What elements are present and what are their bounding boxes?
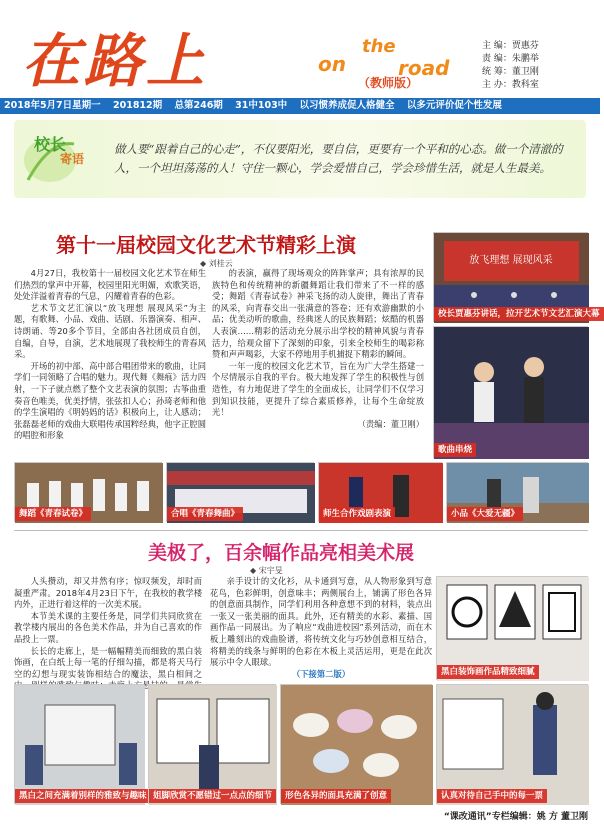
issue-number: 31中103中 — [235, 100, 288, 111]
edition-label: （教师版） — [358, 76, 419, 90]
article2-paragraph: 长长的走廊上，是一幅幅精美而细致的黑白装饰画，在白纸上每一笔的仔细勾描，都是将天马行空的幻想与现实装饰相结合的魔法，黑白相间之 悬 — [14, 645, 202, 691]
article1-paragraph: 的表演，赢得了现场观众的阵阵掌声；具有浓厚的民族特色和传统精神的新疆舞蹈让我们带来了不一样的感受；舞蹈《青春试卷》神采飞扬的动人旋律，舞出了青春的风采，向青春交出一张满意的答卷；还有欢游幽默的小品；优美动听的歌曲，经典迷人的民族舞蹈；炫酷的机器人表演……精彩的活动充分展示出学校的精神风貌与青春活力，给观众留下了深刻的印象，引来全校师生的喝彩称赞和声声喝彩，大家不停地用手机捕捉下精彩的瞬间。 — [212, 268, 424, 360]
principal-message-text: 做人要“跟着自己的心走”，不仅要阳光，要自信，更要有一个平和的心态。做一个清澈的人，一个坦坦荡荡的人！守住一颗心，学会爱惜自己，学会珍惜生活，就是人生最美。 — [114, 142, 563, 175]
photo-masks — [280, 684, 432, 804]
article2-paragraph: 亲手设计的文化衫，从卡通到写意，从人物形象到写意花鸟，色彩鲜明，创意味丰；两侧展台上，铺满了形色各异的创意面具制作，同学们利用各种意想不到的材料，装点出一张又一张美丽的面具。此外，还有精美的水彩、素描、国画作品一同展出。为了响应“戏曲进校园”系列活动，而在木板上雕刻出的戏曲脸谱，将传统文化与巧妙创意相互结合，将精美的线条与鲜明的色彩在木板上灵活运用，更是在此次展示中令人眼球。 — [210, 576, 432, 668]
photo-chorus — [166, 462, 314, 522]
vote-illustration — [437, 685, 589, 805]
slogan-1: 以习惯养成促人格健全 — [299, 100, 395, 111]
photo-caption: 舞蹈《青春试卷》 — [15, 507, 91, 521]
article2-author: 宋宇旻 — [258, 566, 283, 575]
issue-date: 2018年5月7日星期一 — [4, 100, 101, 111]
staff-responsible-editor: 责 编：朱鹏举 — [482, 54, 539, 64]
article2-column-1 — [14, 576, 202, 691]
masks-illustration — [281, 685, 433, 805]
slogan-2: 以多元评价促个性发展 — [406, 100, 502, 111]
staff-editor: 主 编：贾惠芬 — [482, 41, 539, 51]
date-bar — [0, 98, 600, 114]
photo-caption: 小品《大爱无疆》 — [447, 507, 523, 521]
article2-paragraph: 本节美术课的主要任务是，同学们共同欣赏在教学楼内展出的各色美术作品，并为自己喜欢的作品投上一票。 — [14, 610, 202, 644]
continue-link[interactable]: （下接第二版） — [291, 668, 351, 679]
article1-paragraph: 开场的初中部、高中部合唱团带来的歌曲，让同学们一同领略了合唱的魅力。现代舞《舞痕》活力四射，一下子就点燃了整个文艺表演的氛围；古筝曲重奏音色唯美，优美抒情，张弦扣人心；孙琦老师和他的学生演唱的《明妈妈的话》积极向上，让人感动；张磊磊老师的戏曲大联唱传承国粹经典，他字正腔圆的唱腔和形象 — [14, 360, 206, 441]
staff-coordinator: 统 筹：董卫刚 — [482, 67, 539, 77]
newspaper-title: 在路上 — [22, 27, 209, 95]
staff-list — [482, 40, 600, 92]
article2-byline: ◆ 宋宇旻 — [250, 566, 283, 575]
article1-signature: （责编：董卫刚） — [357, 418, 424, 429]
photo-caption: 歌曲串烧 — [434, 443, 476, 457]
article1-author: 刘桂云 — [208, 259, 233, 268]
article1-byline: ◆ 刘桂云 — [200, 259, 233, 268]
photo-opening-ceremony — [433, 232, 600, 322]
section-divider — [14, 530, 588, 531]
article1-paragraph: 一年一度的校园文化艺术节，旨在为广大学生搭建一个尽情展示自我的平台。极大地发挥了学生的积极性与创造性，有力地促进了学生的全面成长，让同学们不仅学习到知识技能，更提升了综合素质修养，让每个生命绽放光！ — [212, 360, 424, 418]
title-english-the: the — [362, 36, 396, 57]
singing-illustration — [434, 327, 589, 459]
article1-column-1 — [14, 268, 206, 458]
article2-headline: 美极了，百余幅作品亮相美术展 — [148, 542, 415, 564]
photo-caption: 合唱《青春舞曲》 — [167, 507, 243, 521]
article1-paragraph: 4月27日，我校第十一届校园文化艺术节在师生们热烈的掌声中开幕，校园里阳光明媚，欢歌笑语，处处洋溢着青春的气息，闪耀着青春的色彩。 — [14, 268, 206, 302]
photo-singing — [433, 326, 588, 458]
masthead — [0, 0, 600, 95]
photo-corridor — [14, 684, 147, 804]
photo-caption: 黑白装饰画作品精致细腻 — [437, 665, 539, 679]
title-english-on: on — [318, 52, 346, 76]
column-editor-credit: “课改通讯”专栏编辑：姚 方 董卫刚 — [443, 812, 588, 822]
photo-skit — [446, 462, 588, 522]
photo-prints — [436, 576, 588, 680]
title-english-road: road — [398, 56, 450, 80]
article1-column-2 — [212, 268, 424, 458]
photo-observe — [148, 684, 276, 804]
photo-caption: 形色各异的面具充满了创意 — [281, 789, 391, 803]
photo-caption: 师生合作戏剧表演 — [319, 507, 395, 521]
photo-dance — [14, 462, 162, 522]
issue-code: 201812期 — [112, 100, 163, 111]
article1-headline: 第十一届校园文化艺术节精彩上演 — [56, 233, 356, 257]
photo-caption: 校长贾惠芬讲话，拉开艺术节文艺汇演大幕 — [434, 307, 604, 321]
staff-organizer: 主 办：教科室 — [482, 80, 539, 90]
photo-vote — [436, 684, 588, 804]
article2-column-2 — [210, 576, 432, 680]
photo-caption: 认真对待自己手中的每一票 — [437, 789, 547, 803]
issue-total: 总第246期 — [174, 100, 223, 111]
stage-banner-text: 放飞理想 展现风采 — [469, 255, 553, 266]
article1-paragraph: 艺术节文艺汇演以“放飞理想 展现风采”为主题，有歌舞、小品、戏曲、话剧、乐器演奏、相声、诗朗诵、等20多个节目，全部由各社团成员自创，自编，自导，自演，艺术地展现了我校师生的青春风采。 — [14, 302, 206, 360]
photo-caption: 姐脚欣赏不愿错过一点点的细节 — [149, 789, 276, 803]
message-label: 寄语 — [60, 152, 85, 166]
principal-label: 校长 — [34, 135, 67, 154]
corridor-illustration — [15, 685, 145, 805]
observe-illustration — [149, 685, 277, 805]
photo-caption: 黑白之间充满着别样的雅致与趣味 — [15, 789, 151, 803]
article2-paragraph: 人头攒动，却又井然有序；惊叹频发，却时而凝重严肃。2018年4月23日下午，在我校的教学楼内外，正进行着这样的一次美术展。 — [14, 576, 202, 610]
photo-opera — [318, 462, 442, 522]
principal-message-banner — [14, 120, 586, 198]
